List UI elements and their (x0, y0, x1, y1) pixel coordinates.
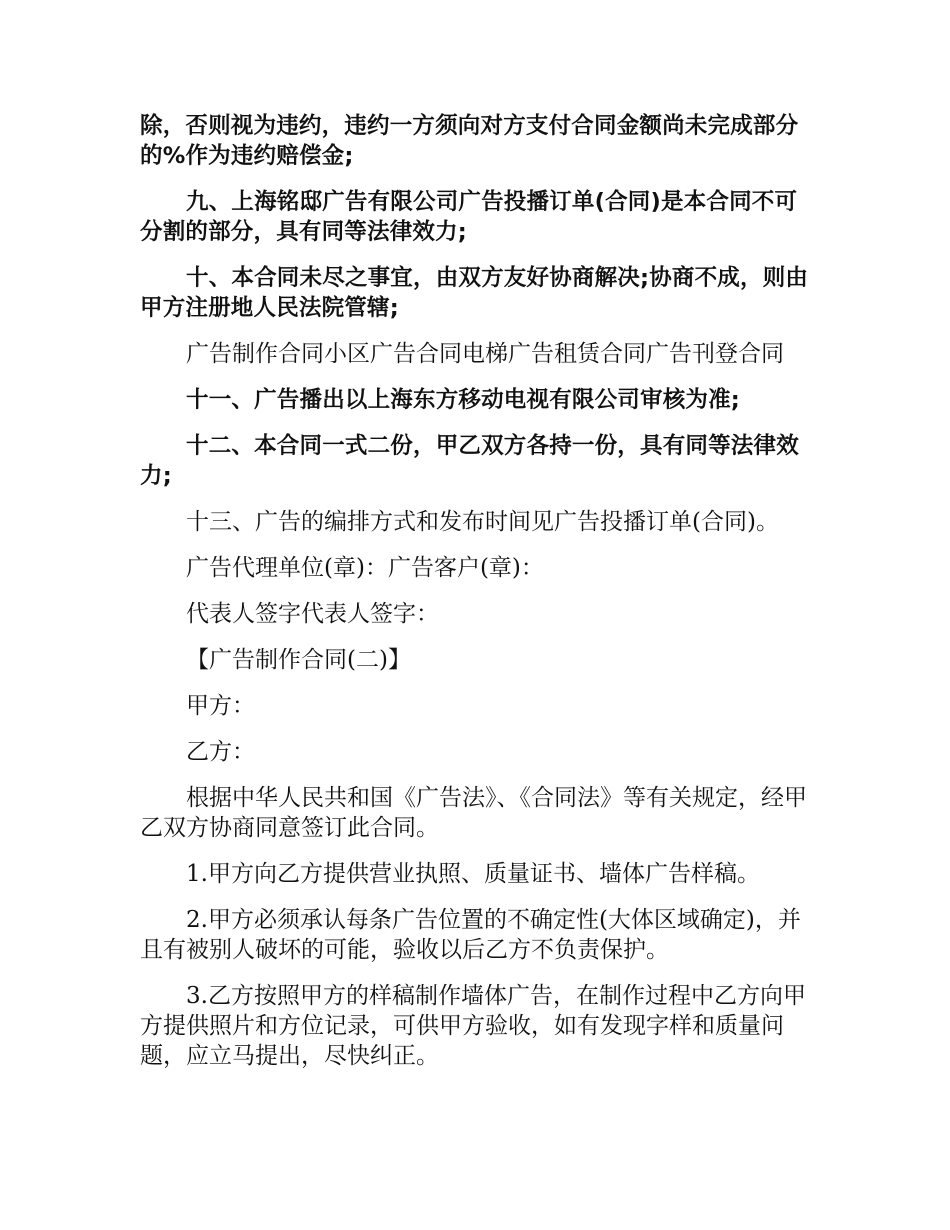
paragraph-clause-11: 十一、广告播出以上海东方移动电视有限公司审核为准; (186, 387, 740, 413)
paragraph-breach-clause: 除，否则视为违约，违约一方须向对方支付合同金额尚未完成部分的%作为违约赔偿金; (140, 113, 799, 169)
paragraph-item-2: 2.甲方必须承认每条广告位置的不确定性(大体区域确定)，并且有被别人破坏的可能，验收以后乙方不负责保护。 (140, 907, 801, 963)
paragraph-item-1: 1.甲方向乙方提供营业执照、质量证书、墙体广告样稿。 (186, 861, 760, 887)
paragraph-party-a: 甲方： (186, 693, 255, 719)
section-heading-contract-2: 【广告制作合同(二)】 (186, 647, 411, 673)
paragraph-related-contracts: 广告制作合同小区广告合同电梯广告租赁合同广告刊登合同 (186, 341, 784, 367)
paragraph-preamble: 根据中华人民共和国《广告法》、《合同法》等有关规定，经甲乙双方协商同意签订此合同。 (140, 785, 807, 841)
paragraph-item-3: 3.乙方按照甲方的样稿制作墙体广告，在制作过程中乙方向甲方提供照片和方位记录，可供甲方验收，如有发现字样和质量问题，应立马提出，尽快纠正。 (140, 983, 806, 1069)
paragraph-seal-line: 广告代理单位(章)：广告客户(章)： (186, 555, 544, 581)
paragraph-clause-10: 十、本合同未尽之事宜，由双方友好协商解决;协商不成，则由甲方注册地人民法院管辖; (140, 265, 809, 321)
paragraph-signature-line: 代表人签字代表人签字： (186, 601, 439, 627)
paragraph-clause-13: 十三、广告的编排方式和发布时间见广告投播订单(合同)。 (186, 509, 779, 535)
paragraph-clause-9: 九、上海铭邸广告有限公司广告投播订单(合同)是本合同不可分割的部分，具有同等法律效力; (140, 189, 798, 245)
document-body (140, 111, 812, 1087)
paragraph-clause-12: 十二、本合同一式二份，甲乙双方各持一份，具有同等法律效力; (140, 433, 799, 489)
paragraph-party-b: 乙方： (186, 739, 255, 765)
